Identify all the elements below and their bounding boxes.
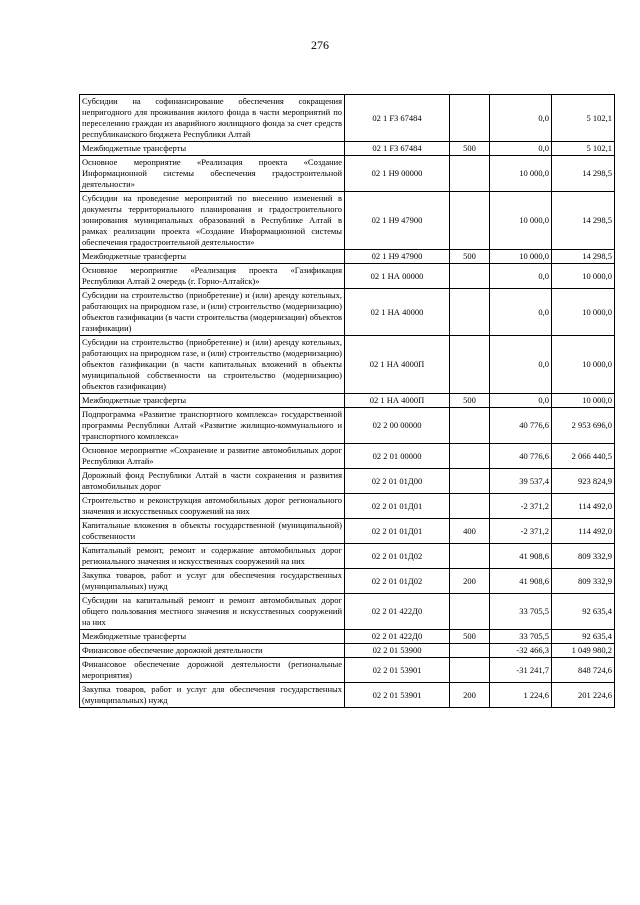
table-row (80, 569, 615, 594)
row-expense-type-cell: 400 (450, 519, 490, 544)
row-code-cell: 02 2 01 01Д02 (345, 569, 450, 594)
row-expense-type-cell (450, 444, 490, 469)
row-expense-type-cell (450, 95, 490, 142)
row-code-cell: 02 2 01 00000 (345, 444, 450, 469)
row-code-cell: 02 2 01 01Д00 (345, 469, 450, 494)
row-change-cell: 40 776,6 (490, 444, 552, 469)
row-total-cell: 5 102,1 (552, 142, 615, 156)
row-total-cell: 92 635,4 (552, 594, 615, 630)
table-row (80, 95, 615, 142)
row-total-cell: 5 102,1 (552, 95, 615, 142)
table-row (80, 444, 615, 469)
row-change-cell: -32 466,3 (490, 644, 552, 658)
row-expense-type-cell: 500 (450, 142, 490, 156)
page-number: 276 (311, 38, 329, 52)
row-total-cell: 848 724,6 (552, 658, 615, 683)
row-expense-type-cell (450, 658, 490, 683)
row-expense-type-cell: 200 (450, 683, 490, 708)
row-name-cell: Закупка товаров, работ и услуг для обеспечения государственных (муниципальных) нужд (80, 683, 345, 708)
row-name-cell: Основное мероприятие «Реализация проекта «Создание Информационной системы обеспечения градостроительной деятельности» (80, 156, 345, 192)
row-code-cell: 02 2 01 01Д01 (345, 494, 450, 519)
table-row (80, 394, 615, 408)
row-total-cell: 14 298,5 (552, 250, 615, 264)
row-change-cell: 40 776,6 (490, 408, 552, 444)
row-code-cell: 02 2 00 00000 (345, 408, 450, 444)
budget-table-body (80, 95, 615, 708)
row-expense-type-cell (450, 408, 490, 444)
row-code-cell: 02 2 01 53901 (345, 683, 450, 708)
table-row (80, 192, 615, 250)
row-total-cell: 114 492,0 (552, 494, 615, 519)
row-name-cell: Межбюджетные трансферты (80, 394, 345, 408)
row-change-cell: -2 371,2 (490, 494, 552, 519)
row-total-cell: 10 000,0 (552, 336, 615, 394)
row-code-cell: 02 1 НА 40000 (345, 289, 450, 336)
row-name-cell: Финансовое обеспечение дорожной деятельности (региональные мероприятия) (80, 658, 345, 683)
table-row (80, 336, 615, 394)
row-total-cell: 114 492,0 (552, 519, 615, 544)
row-change-cell: 0,0 (490, 95, 552, 142)
row-name-cell: Подпрограмма «Развитие транспортного комплекса» государственной программы Республики Алтай «Развитие жилищно-коммунального и транспортного комплекса» (80, 408, 345, 444)
row-expense-type-cell (450, 644, 490, 658)
row-name-cell: Субсидии на строительство (приобретение) и (или) аренду котельных, работающих на природном газе, и (или) строительство (модернизацию) объектов газификации (в части капитальных вложений в объекты муниципальной собственности на строительство (модернизацию) объектов газификации) (80, 336, 345, 394)
row-change-cell: -31 241,7 (490, 658, 552, 683)
row-total-cell: 14 298,5 (552, 192, 615, 250)
row-change-cell: 0,0 (490, 394, 552, 408)
row-name-cell: Субсидии на строительство (приобретение) и (или) аренду котельных, работающих на природном газе, и (или) строительство (модернизацию) объектов газификации (в части строительства (модернизации) объектов газификации) (80, 289, 345, 336)
row-expense-type-cell (450, 156, 490, 192)
row-name-cell: Межбюджетные трансферты (80, 250, 345, 264)
table-row (80, 142, 615, 156)
row-expense-type-cell: 500 (450, 250, 490, 264)
row-code-cell: 02 2 01 01Д01 (345, 519, 450, 544)
table-row (80, 658, 615, 683)
row-expense-type-cell: 200 (450, 569, 490, 594)
row-code-cell: 02 1 НА 4000П (345, 394, 450, 408)
table-row (80, 594, 615, 630)
row-total-cell: 1 049 980,2 (552, 644, 615, 658)
row-total-cell: 809 332,9 (552, 544, 615, 569)
row-code-cell: 02 2 01 422Д0 (345, 630, 450, 644)
table-row (80, 264, 615, 289)
row-total-cell: 10 000,0 (552, 289, 615, 336)
row-code-cell: 02 2 01 01Д02 (345, 544, 450, 569)
row-total-cell: 923 824,9 (552, 469, 615, 494)
row-expense-type-cell (450, 336, 490, 394)
table-row (80, 544, 615, 569)
row-name-cell: Субсидии на софинансирование обеспечения сокращения непригодного для проживания жилого фонда в части мероприятий по переселению граждан из аварийного жилищного фонда за счет средств республиканского бюджета Республики Алтай (80, 95, 345, 142)
row-change-cell: 0,0 (490, 142, 552, 156)
row-change-cell: 0,0 (490, 289, 552, 336)
row-expense-type-cell: 500 (450, 394, 490, 408)
row-total-cell: 201 224,6 (552, 683, 615, 708)
row-name-cell: Субсидии на капитальный ремонт и ремонт автомобильных дорог общего пользования местного значения и искусственных сооружений на них (80, 594, 345, 630)
row-code-cell: 02 1 Н9 47900 (345, 250, 450, 264)
row-change-cell: 0,0 (490, 336, 552, 394)
table-row (80, 250, 615, 264)
row-code-cell: 02 1 НА 00000 (345, 264, 450, 289)
row-total-cell: 809 332,9 (552, 569, 615, 594)
row-name-cell: Финансовое обеспечение дорожной деятельности (80, 644, 345, 658)
table-row (80, 156, 615, 192)
row-name-cell: Закупка товаров, работ и услуг для обеспечения государственных (муниципальных) нужд (80, 569, 345, 594)
row-change-cell: 0,0 (490, 264, 552, 289)
row-total-cell: 10 000,0 (552, 394, 615, 408)
row-code-cell: 02 1 F3 67484 (345, 95, 450, 142)
table-row (80, 469, 615, 494)
row-name-cell: Основное мероприятие «Реализация проекта «Газификация Республики Алтай 2 очередь (г. Горно-Алтайск)» (80, 264, 345, 289)
row-name-cell: Капитальные вложения в объекты государственной (муниципальной) собственности (80, 519, 345, 544)
table-row (80, 630, 615, 644)
row-code-cell: 02 2 01 422Д0 (345, 594, 450, 630)
row-change-cell: 33 705,5 (490, 630, 552, 644)
row-code-cell: 02 2 01 53900 (345, 644, 450, 658)
row-change-cell: 39 537,4 (490, 469, 552, 494)
row-change-cell: 10 000,0 (490, 156, 552, 192)
row-total-cell: 92 635,4 (552, 630, 615, 644)
row-code-cell: 02 2 01 53901 (345, 658, 450, 683)
row-change-cell: 1 224,6 (490, 683, 552, 708)
row-expense-type-cell (450, 494, 490, 519)
row-name-cell: Субсидии на проведение мероприятий по внесению изменений в документы территориального планирования и градостроительного зонирования муниципальных образований в Республике Алтай в рамках реализации проекта «Создание Информационной системы обеспечения градостроительной деятельности» (80, 192, 345, 250)
row-expense-type-cell (450, 469, 490, 494)
row-change-cell: 41 908,6 (490, 544, 552, 569)
table-row (80, 683, 615, 708)
row-expense-type-cell (450, 264, 490, 289)
row-change-cell: 33 705,5 (490, 594, 552, 630)
table-row (80, 408, 615, 444)
row-code-cell: 02 1 НА 4000П (345, 336, 450, 394)
row-change-cell: 41 908,6 (490, 569, 552, 594)
row-expense-type-cell (450, 544, 490, 569)
row-total-cell: 2 953 696,0 (552, 408, 615, 444)
row-code-cell: 02 1 F3 67484 (345, 142, 450, 156)
row-total-cell: 2 066 440,5 (552, 444, 615, 469)
row-expense-type-cell (450, 594, 490, 630)
row-name-cell: Основное мероприятие «Сохранение и развитие автомобильных дорог Республики Алтай» (80, 444, 345, 469)
table-row (80, 519, 615, 544)
table-row (80, 644, 615, 658)
row-total-cell: 14 298,5 (552, 156, 615, 192)
row-expense-type-cell (450, 289, 490, 336)
row-name-cell: Межбюджетные трансферты (80, 630, 345, 644)
row-code-cell: 02 1 Н9 47900 (345, 192, 450, 250)
row-name-cell: Капитальный ремонт, ремонт и содержание автомобильных дорог регионального значения и искусственных сооружений на них (80, 544, 345, 569)
row-name-cell: Межбюджетные трансферты (80, 142, 345, 156)
budget-table (79, 94, 615, 708)
row-total-cell: 10 000,0 (552, 264, 615, 289)
table-row (80, 494, 615, 519)
row-name-cell: Дорожный фонд Республики Алтай в части сохранения и развития автомобильных дорог (80, 469, 345, 494)
row-code-cell: 02 1 Н9 00000 (345, 156, 450, 192)
table-row (80, 289, 615, 336)
row-expense-type-cell: 500 (450, 630, 490, 644)
row-change-cell: 10 000,0 (490, 250, 552, 264)
row-change-cell: 10 000,0 (490, 192, 552, 250)
row-expense-type-cell (450, 192, 490, 250)
row-change-cell: -2 371,2 (490, 519, 552, 544)
row-name-cell: Строительство и реконструкция автомобильных дорог регионального значения и искусственных сооружений на них (80, 494, 345, 519)
